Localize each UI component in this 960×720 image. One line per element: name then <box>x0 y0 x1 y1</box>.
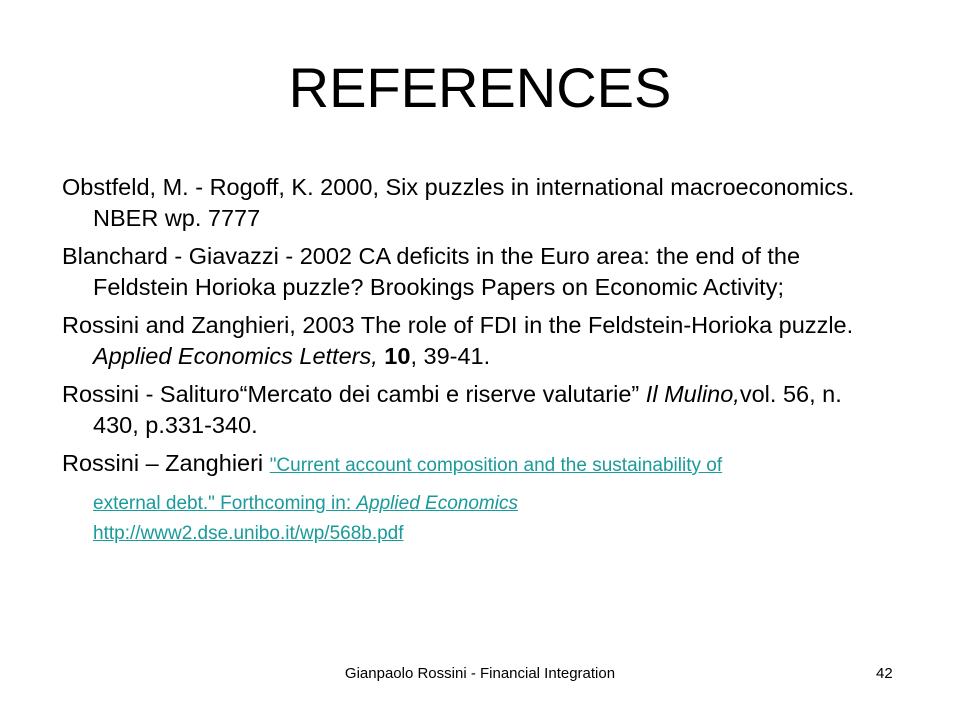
reference-blanchard-giavazzi: Blanchard - Giavazzi - 2002 CA deficits in the Euro area: the end of the Feldstein Horioka puzzle? Brookings Papers on Economic Activity; <box>62 243 801 300</box>
reference-rossini-zanghieri-current-account <box>62 448 892 481</box>
journal-name: Il Mulino, <box>645 381 740 407</box>
pdf-url-row <box>93 519 892 549</box>
reference-rossini-salituro <box>62 379 892 441</box>
paper-title-link-part2[interactable]: external debt." Forthcoming in: <box>93 493 357 514</box>
slide-footer: Gianpaolo Rossini - Financial Integration <box>344 665 616 682</box>
journal-link[interactable]: Applied Economics <box>356 493 518 514</box>
journal-name: Applied Economics Letters, <box>93 343 378 369</box>
paper-title-link[interactable]: "Current account composition and the sustainability of <box>269 455 723 476</box>
pdf-url-link[interactable]: http://www2.dse.unibo.it/wp/568b.pdf <box>93 523 404 544</box>
reference-obstfeld-rogoff: Obstfeld, M. - Rogoff, K. 2000, Six puzzles in international macroeconomics. NBER wp. 7777 <box>62 174 855 231</box>
paper-title-link-continued[interactable] <box>93 489 892 519</box>
reference-rossini-zanghieri-2003 <box>62 310 892 372</box>
reference-details: vol. 56, n. 430, p.331-340. <box>93 381 842 438</box>
slide-title: REFERENCES <box>288 56 672 119</box>
reference-authors: Rossini – Zanghieri <box>62 450 270 476</box>
reference-text: Rossini and Zanghieri, 2003 The role of FDI in the Feldstein-Horioka puzzle. <box>62 312 854 338</box>
reference-text: Rossini - Salituro“Mercato dei cambi e riserve valutarie” <box>62 381 646 407</box>
reference-list <box>62 172 892 549</box>
page-number: 42 <box>876 665 893 682</box>
volume-number: 10 <box>384 343 411 369</box>
reference-pages: , 39-41. <box>410 343 491 369</box>
